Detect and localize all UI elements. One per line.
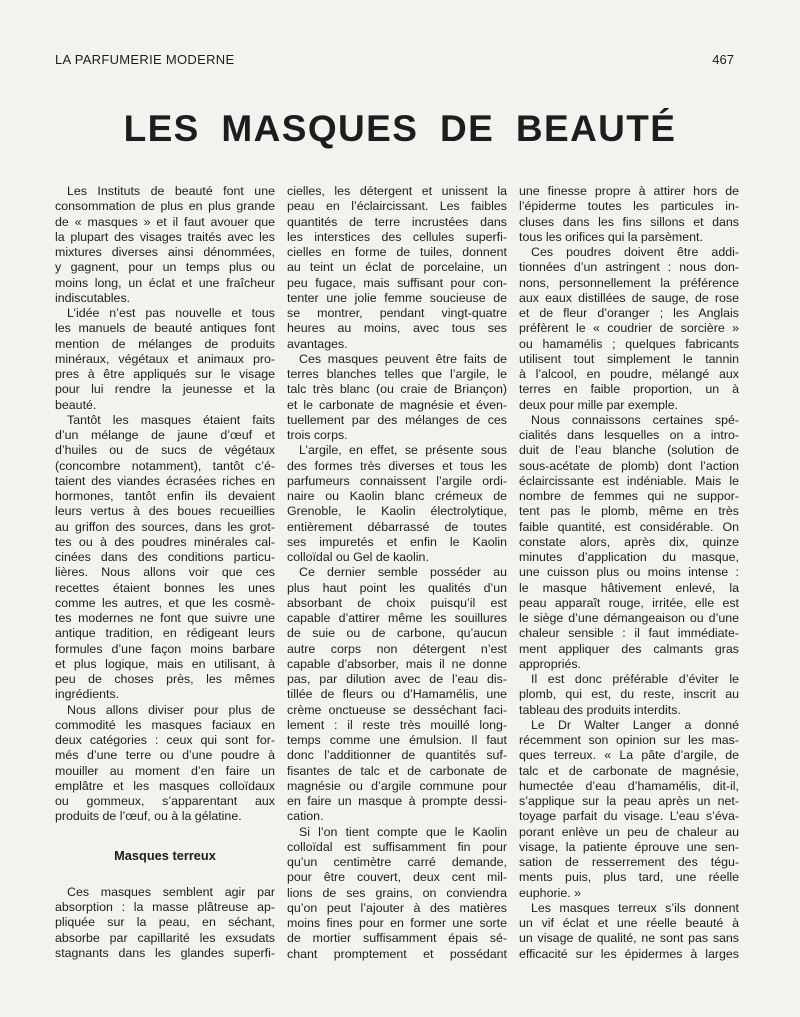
text-line: constate alors, après dix, quinze (519, 534, 739, 549)
text-line: Ces masques peuvent être faits de (299, 351, 507, 366)
text-line: cation. (287, 809, 324, 824)
text-line: cluses dans les fins sillons et dans (519, 214, 739, 229)
text-line: tes modernes ne font que suivre une (55, 611, 275, 625)
text-line: més d’une terre ou d’une poudre à (55, 748, 275, 763)
text-line: pour être couvert, deux cent mil- (287, 870, 507, 885)
text-line: l’épiderme toutes les particules in- (519, 199, 739, 214)
text-line: se montrer, pendant vingt-quatre (287, 306, 507, 320)
text-line: les interstices des cellules superfi- (287, 229, 507, 244)
text-line: à l’alcool, en poudre, mélangé aux (519, 367, 739, 381)
text-line: stagnants dans les glandes superfi- (55, 945, 275, 960)
text-line: terres blanches telles que l’argile, le (287, 367, 507, 381)
text-line: peau en l’éclaircissant. Les faibles (287, 199, 507, 214)
text-line: plomb, qui est, du reste, inscrit au (519, 687, 739, 702)
text-line: terres en faible proportion, un à (519, 382, 739, 397)
article-title: LES MASQUES DE BEAUTÉ (123, 108, 677, 149)
text-line: de suie ou de carbone, qu’aucun (287, 626, 507, 641)
text-line: au teint un éclat de porcelaine, un (287, 260, 507, 275)
text-line: la plupart des visages traités avec les (55, 229, 275, 244)
text-line: ments puis, plus tard, une réelle (519, 870, 739, 885)
text-line: en faire un masque à prompte dessi- (287, 794, 507, 808)
text-line: quantités de terre incrustées dans (287, 214, 507, 229)
text-line: indiscutables. (55, 290, 131, 305)
text-line: tenter une jolie femme soucieuse de (287, 290, 507, 305)
text-line: nons, personnellement la préférence (519, 275, 739, 290)
text-line: Nous allons diviser pour plus de (67, 702, 275, 717)
text-line: hormones, tantôt enfin ils devaient (55, 489, 275, 503)
text-line: leurs vertus à des boues recueillies (55, 504, 275, 519)
text-line: Le Dr Walter Langer a donné (531, 717, 739, 732)
text-line: s’applique sur la peau après un net- (519, 794, 739, 808)
text-line: de mortier suffisamment épais sé- (287, 931, 507, 946)
text-line: beauté. (55, 397, 97, 412)
text-line: ques terreux. « La pâte d’argile, de (519, 748, 739, 763)
text-line: éclaircissante est indéniable. Mais le (519, 473, 739, 488)
text-line: récemment son opinion sur les mas- (519, 733, 739, 747)
text-line: tionnées d’un astringent : nous don- (519, 260, 739, 275)
text-line: Nous connaissons certaines spé- (531, 412, 739, 427)
text-line: temps comme une émulsion. Il faut (287, 733, 507, 747)
text-line: produits de l’œuf, ou à la gélatine. (55, 809, 242, 824)
text-line: Tantôt les masques étaient faits (67, 412, 275, 427)
text-line: d’un mélange de jaune d’œuf et (55, 428, 275, 442)
text-line: minutes d’application du masque, (519, 550, 739, 564)
text-line: Il est donc préférable d’éviter le (531, 672, 739, 686)
text-line: d’huiles ou de sucs de végétaux (55, 443, 275, 458)
page-number: 467 (712, 52, 734, 67)
text-line: autre corps non détergent n’est (287, 641, 507, 656)
text-line: comme les autres, et que les cosmè- (55, 595, 275, 610)
text-line: capable d’attirer même les souillures (287, 611, 507, 625)
text-line: pour lui rendre la jeunesse et la (55, 382, 275, 397)
text-line: absorption : la masse plâtreuse ap- (55, 900, 275, 914)
text-line: consommation de plus en plus grande (55, 199, 275, 214)
text-line: Ces masques semblent agir par (67, 884, 275, 899)
text-line: emplâtre et les masques colloïdaux (55, 778, 275, 793)
text-line: le masque hâtivement enlevé, la (519, 580, 739, 595)
text-line: pliquée sur la peau, en séchant, (55, 915, 275, 930)
text-line: préfèrent le « coudrier de sorcière » (519, 321, 739, 336)
text-line: aux eaux distillées de sauge, de rose (519, 290, 739, 305)
text-line: lières. Nous allons voir que ces (55, 565, 275, 580)
text-line: deux pour mille par exemple. (519, 397, 679, 412)
text-line: taient des viandes écrasées riches en (55, 473, 275, 488)
text-line: tableau des produits interdits. (519, 702, 681, 717)
text-line: efficacité sur les épidermes à larges (519, 946, 739, 961)
text-line: colloïdal ou Gel de kaolin. (287, 550, 429, 564)
text-line: euphorie. » (519, 885, 582, 900)
text-line: fisantes de talc et de carbonate de (287, 763, 507, 778)
text-line: moins fines pour en former une sorte (287, 916, 507, 930)
text-line: chant promptement et possédant (287, 946, 507, 961)
text-line: appropriés. (519, 656, 581, 671)
text-line: crème onctueuse se desséchant faci- (287, 702, 507, 717)
text-line: talc très blanc (ou craie de Briançon) (287, 382, 507, 397)
text-line: minéraux, végétaux et animaux pro- (55, 351, 275, 366)
text-line: nombre de femmes qui ne suppor- (519, 489, 739, 503)
text-line: mention de mélanges de produits (55, 336, 275, 351)
text-column-3 (519, 184, 739, 962)
text-line: Les Instituts de beauté font une (67, 184, 275, 198)
text-line: sation de resserrement des tégu- (519, 855, 739, 869)
text-line: une finesse propre à attirer hors de (519, 184, 739, 198)
text-line: heures au moins, avec tous ses (287, 321, 507, 336)
text-line: ou gommeux, s’apparentant aux (55, 794, 275, 808)
text-line: trois corps. (287, 428, 348, 442)
text-line: le siège d’une démangeaison ou d’une (519, 611, 739, 625)
text-line: peu de choses près, les mêmes (55, 672, 275, 686)
text-line: parfumeurs connaissent l’argile ordi- (287, 473, 507, 488)
text-line: chaleur sensible : il faut immédiate- (519, 626, 739, 641)
text-line: commodité les masques faciaux en (55, 717, 275, 732)
text-line: Si l’on tient compte que le Kaolin (299, 824, 507, 839)
text-line: des formes très diverses et tous les (287, 458, 507, 473)
text-line: recettes étaient bonnes les unes (55, 580, 275, 595)
text-line: donc l’additionner de quantités suf- (287, 748, 507, 763)
text-line: antique tradition, en rédigeant leurs (55, 626, 275, 641)
text-line: pres à être appliqués sur le visage (55, 367, 275, 381)
text-line: ingrédients. (55, 687, 120, 702)
text-line: Ces poudres doivent être addi- (531, 245, 739, 259)
text-line: Grenoble, le Kaolin électrolytique, (287, 504, 507, 519)
text-line: absorbant de choix puisqu’il est (287, 595, 507, 610)
text-line: Les masques terreux s’ils donnent (531, 900, 739, 915)
text-line: ses impuretés et enfin le Kaolin (287, 534, 507, 549)
text-line: magnésie ou d’argile commune pour (287, 778, 507, 793)
text-line: toyage parfait du visage. L’eau s’éva- (519, 809, 739, 824)
text-line: avantages. (287, 336, 348, 351)
text-line: une cuisson plus ou moins intense : (519, 565, 739, 580)
text-line: colloïdal est suffisamment fin pour (287, 839, 507, 854)
text-line: cielles en forme de tuiles, donnent (287, 245, 507, 259)
text-column-2 (287, 184, 507, 962)
text-line: sous-acétate de plomb) dont l’action (519, 458, 739, 473)
text-line: moins long, un éclat et une fraîcheur (55, 275, 275, 290)
text-line: lement : il reste très mouillé long- (287, 717, 507, 732)
text-line: et le carbonate de magnésie et éven- (287, 397, 507, 412)
text-line: de « masques » et il faut avouer que (55, 214, 275, 229)
text-line: cielles, les détergent et unissent la (287, 184, 507, 198)
text-line: humectée d’eau d’hamamélis, dit-il, (519, 778, 739, 793)
text-line: et plus logique, mais en utilisant, à (55, 656, 275, 671)
text-line: cialités dans lesquelles on a intro- (519, 428, 739, 442)
text-line: absorbe par capillarité les exsudats (55, 930, 275, 945)
text-line: L’argile, en effet, se présente sous (299, 443, 507, 458)
text-column-1 (55, 184, 275, 961)
text-line: Ce dernier semble posséder au (299, 565, 507, 580)
text-line: tes ou à des poudres minérales cal- (55, 534, 275, 549)
text-line: un visage de qualité, ne sont pas sans (519, 931, 739, 946)
text-line: naire ou Kaolin blanc crémeux de (287, 489, 507, 503)
text-line: ou hamamélis ; quelques fabricants (519, 336, 739, 351)
text-line: entièrement débarrassé de toutes (287, 519, 507, 534)
text-line: talc et de carbonate de magnésie, (519, 763, 739, 778)
text-line: plus haut point les qualités d’un (287, 580, 507, 595)
text-line: visage, la patiente éprouve une sen- (519, 839, 739, 854)
text-line: utilisent tout simplement le tannin (519, 351, 739, 366)
text-line: cinées dans des conditions particu- (55, 550, 275, 564)
text-line: y gagnent, pour un temps plus ou (55, 260, 275, 275)
text-line: peau apparaît rouge, irritée, elle est (519, 595, 739, 610)
text-line: L’idée n’est pas nouvelle et tous (67, 306, 275, 320)
text-line: tous les orifices qui la parsèment. (519, 229, 703, 244)
text-line: les manuels de beauté antiques font (55, 321, 275, 336)
text-line: faible quantité, est considérable. On (519, 519, 739, 534)
section-heading: Masques terreux (114, 847, 216, 863)
text-line: mouiller au moment d’en faire un (55, 763, 275, 778)
text-line: (concombre notamment), tantôt c’é- (55, 458, 275, 473)
text-line: tillée de fleurs ou d’Hamamélis, une (287, 687, 507, 702)
text-line: tuellement par des mélanges de ces (287, 412, 507, 427)
text-line: capable d’absorber, mais il ne donne (287, 656, 507, 671)
text-line: et de fleur d’oranger ; les Anglais (519, 306, 739, 320)
text-line: duit de l’eau blanche (solution de (519, 443, 739, 458)
text-line: qu’on peut l’ajouter à des matières (287, 900, 507, 915)
running-head: LA PARFUMERIE MODERNE (55, 52, 235, 67)
text-line: lions de ses grains, on conviendra (287, 885, 507, 900)
text-line: tent pas le plomb, même en très (519, 504, 739, 519)
text-line: deux catégories : ceux qui sont for- (55, 733, 275, 747)
text-line: porant enlève un peu de chaleur au (519, 824, 739, 839)
text-line: ment appliquer des calmants gras (519, 641, 739, 656)
text-line: un vif éclat et une réelle beauté à (519, 916, 739, 930)
text-line: mixtures diverses ainsi dénommées, (55, 245, 275, 259)
text-line: au griffon des sources, dans les grot- (55, 519, 275, 534)
text-line: qu’un centimètre carré demande, (287, 855, 507, 869)
text-line: peu fugace, mais suffisant pour con- (287, 275, 507, 290)
text-line: formules d’une façon moins barbare (55, 641, 275, 656)
text-line: pas, par dilution avec de l’eau dis- (287, 672, 507, 686)
